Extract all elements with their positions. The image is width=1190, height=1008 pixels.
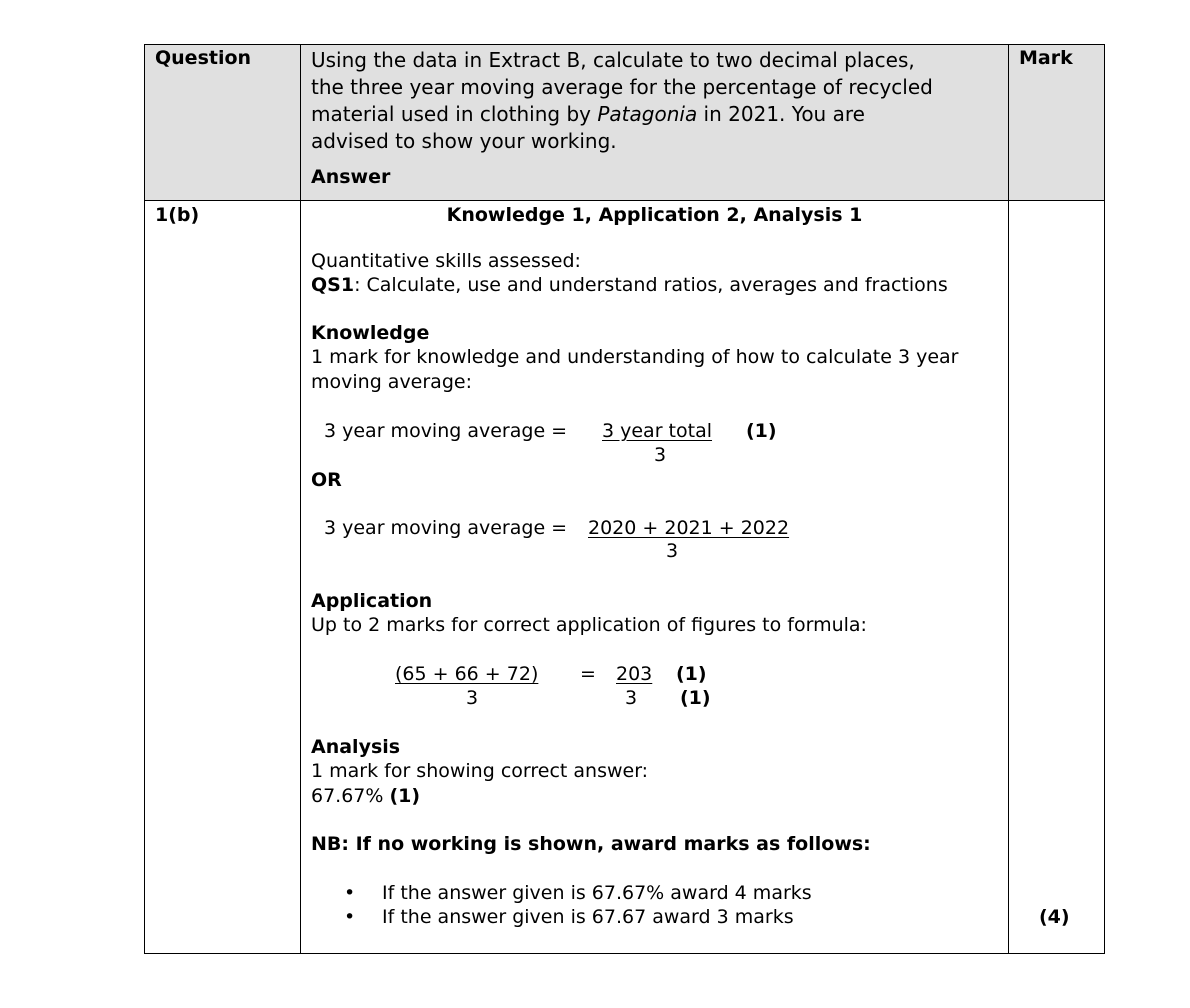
company-name: Patagonia [597, 102, 698, 126]
analysis-title: Analysis [311, 736, 401, 758]
calc-equals: = [580, 663, 596, 685]
application-text: Up to 2 marks for correct application of figures to formula: [311, 614, 867, 636]
knowledge-line: moving average: [311, 371, 472, 393]
analysis-text: 1 mark for showing correct answer: [311, 760, 649, 782]
calc-denominator: 3 [466, 687, 479, 709]
question-label: Question [155, 47, 252, 69]
bullet-icon: • [344, 882, 356, 904]
qs-intro: Quantitative skills assessed: [311, 250, 581, 272]
formula2-numerator: 2020 + 2021 + 2022 [588, 517, 790, 539]
question-number-cell [144, 200, 301, 954]
formula1-mark: (1) [746, 420, 777, 442]
formula2-denominator: 3 [666, 540, 679, 562]
question-number: 1(b) [155, 204, 200, 226]
qs-code: QS1 [311, 274, 355, 296]
bullet-item: If the answer given is 67.67% award 4 marks [382, 882, 812, 904]
answer-label: Answer [311, 166, 391, 188]
knowledge-title: Knowledge [311, 322, 430, 344]
nb-note: NB: If no working is shown, award marks as follows: [311, 833, 871, 855]
total-mark: (4) [1039, 906, 1070, 928]
bullet-icon: • [344, 906, 356, 928]
knowledge-line: 1 mark for knowledge and understanding of how to calculate 3 year [311, 346, 959, 368]
question-text [311, 47, 933, 155]
calc-mark-1: (1) [676, 663, 707, 685]
question-line-part: material used in clothing by [311, 102, 598, 126]
or-label: OR [311, 469, 342, 491]
question-line-part: in 2021. You are [697, 102, 865, 126]
formula1-denominator: 3 [654, 444, 667, 466]
formula2-lhs: 3 year moving average = [324, 517, 568, 539]
mark-label: Mark [1019, 47, 1073, 69]
qs-text: : Calculate, use and understand ratios, averages and fractions [354, 274, 948, 296]
bullet-item: If the answer given is 67.67 award 3 marks [382, 906, 794, 928]
formula1-lhs: 3 year moving average = [324, 420, 568, 442]
formula1-numerator: 3 year total [602, 420, 713, 442]
calc-numerator: (65 + 66 + 72) [395, 663, 539, 685]
question-line: advised to show your working. [311, 129, 617, 153]
question-line: Using the data in Extract B, calculate to two decimal places, [311, 48, 915, 72]
calc-mark-2: (1) [680, 687, 711, 709]
answer-value: 67.67% [311, 785, 390, 807]
analysis-answer [311, 784, 420, 808]
mark-allocation-heading: Knowledge 1, Application 2, Analysis 1 [446, 204, 863, 226]
calc-result-denominator: 3 [625, 687, 638, 709]
question-line: the three year moving average for the percentage of recycled [311, 75, 933, 99]
qs-line [311, 273, 948, 297]
answer-mark: (1) [389, 785, 421, 807]
mark-cell [1008, 200, 1105, 954]
question-line [311, 101, 933, 128]
application-title: Application [311, 590, 433, 612]
calc-result-numerator: 203 [616, 663, 653, 685]
